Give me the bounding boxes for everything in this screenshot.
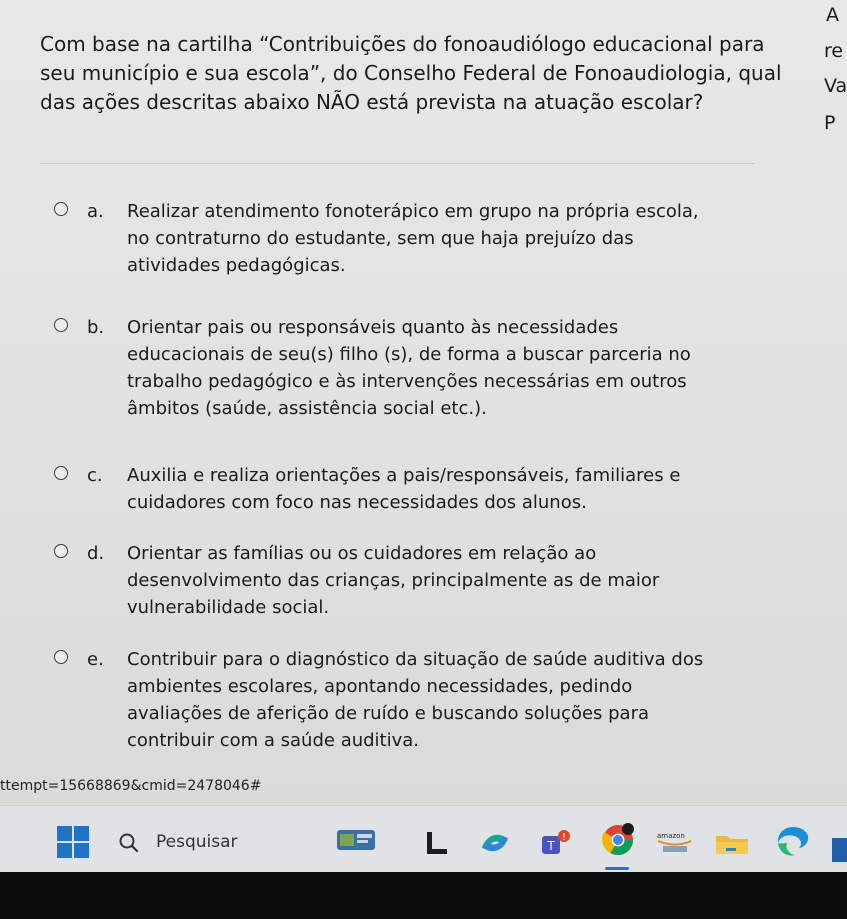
status-url: ttempt=15668869&cmid=2478046# [0,778,262,794]
windows-logo-pane [57,826,72,841]
option-line: atividades pedagógicas. [127,255,346,276]
radio-button-b[interactable] [54,318,68,332]
side-fragment: re [824,40,844,62]
option-letter: e. [87,649,104,670]
screen-bezel [0,872,847,919]
question-line: seu município e sua escola”, do Conselho Federal de Fonoaudiologia, qual [40,61,782,85]
amazon-label: amazon [657,832,685,840]
option-e[interactable] [54,646,703,754]
copilot-icon[interactable] [478,828,508,858]
radio-button-e[interactable] [54,650,68,664]
option-line: vulnerabilidade social. [127,597,330,618]
active-app-indicator [605,867,629,870]
option-line: Orientar as famílias ou os cuidadores em relação ao [127,543,597,564]
option-d[interactable] [54,540,659,621]
option-line: Contribuir para o diagnóstico da situação de saúde auditiva dos [127,649,704,670]
question-divider [40,163,755,164]
option-line: desenvolvimento das crianças, principalmente as de maior [127,570,660,591]
option-b[interactable] [54,314,691,422]
option-line: Orientar pais ou responsáveis quanto às necessidades [127,317,619,338]
option-line: educacionais de seu(s) filho (s), de forma a buscar parceria no [127,344,691,365]
side-fragment: P [824,112,836,134]
option-line: no contraturno do estudante, sem que haja prejuízo das [127,228,634,249]
option-line: ambientes escolares, apontando necessidades, pedindo [127,676,633,697]
windows-logo-pane [57,843,72,858]
option-a[interactable] [54,198,699,279]
edge-icon[interactable] [775,824,811,854]
task-view-icon[interactable] [423,828,453,858]
side-fragment: Va [824,75,847,97]
taskbar-search[interactable] [112,824,312,858]
option-letter: b. [87,317,105,338]
option-letter: c. [87,465,103,486]
partial-taskbar-icon[interactable] [832,838,847,862]
option-line: avaliações de aferição de ruído e buscando soluções para [127,703,650,724]
svg-text:T: T [547,839,555,853]
option-line: cuidadores com foco nas necessidades dos alunos. [127,492,587,513]
question-line: das ações descritas abaixo NÃO está prevista na atuação escolar? [40,90,704,114]
option-line: Realizar atendimento fonoterápico em grupo na própria escola, [127,201,699,222]
option-letter: a. [87,201,104,222]
search-placeholder: Pesquisar [156,832,238,852]
option-c[interactable] [54,462,680,516]
radio-button-d[interactable] [54,544,68,558]
option-line: contribuir com a saúde auditiva. [127,730,420,751]
windows-logo-pane [74,826,89,841]
windows-logo-pane [74,843,89,858]
side-fragment: A [826,4,839,26]
option-line: âmbitos (saúde, assistência social etc.). [127,398,487,419]
svg-text:!: ! [561,832,567,843]
option-line: trabalho pedagógico e às intervenções necessárias em outros [127,371,687,392]
file-explorer-icon[interactable] [714,828,750,858]
news-widget-icon[interactable] [337,826,375,856]
question-text [40,30,800,117]
radio-button-a[interactable] [54,202,68,216]
chrome-icon[interactable] [600,822,636,858]
radio-button-c[interactable] [54,466,68,480]
teams-icon[interactable] [540,828,570,858]
amazon-icon[interactable] [655,828,695,858]
option-letter: d. [87,543,105,564]
search-icon [118,832,140,854]
option-line: Auxilia e realiza orientações a pais/responsáveis, familiares e [127,465,681,486]
question-line: Com base na cartilha “Contribuições do fonoaudiólogo educacional para [40,32,765,56]
taskbar [0,805,847,873]
start-button[interactable] [57,826,89,858]
